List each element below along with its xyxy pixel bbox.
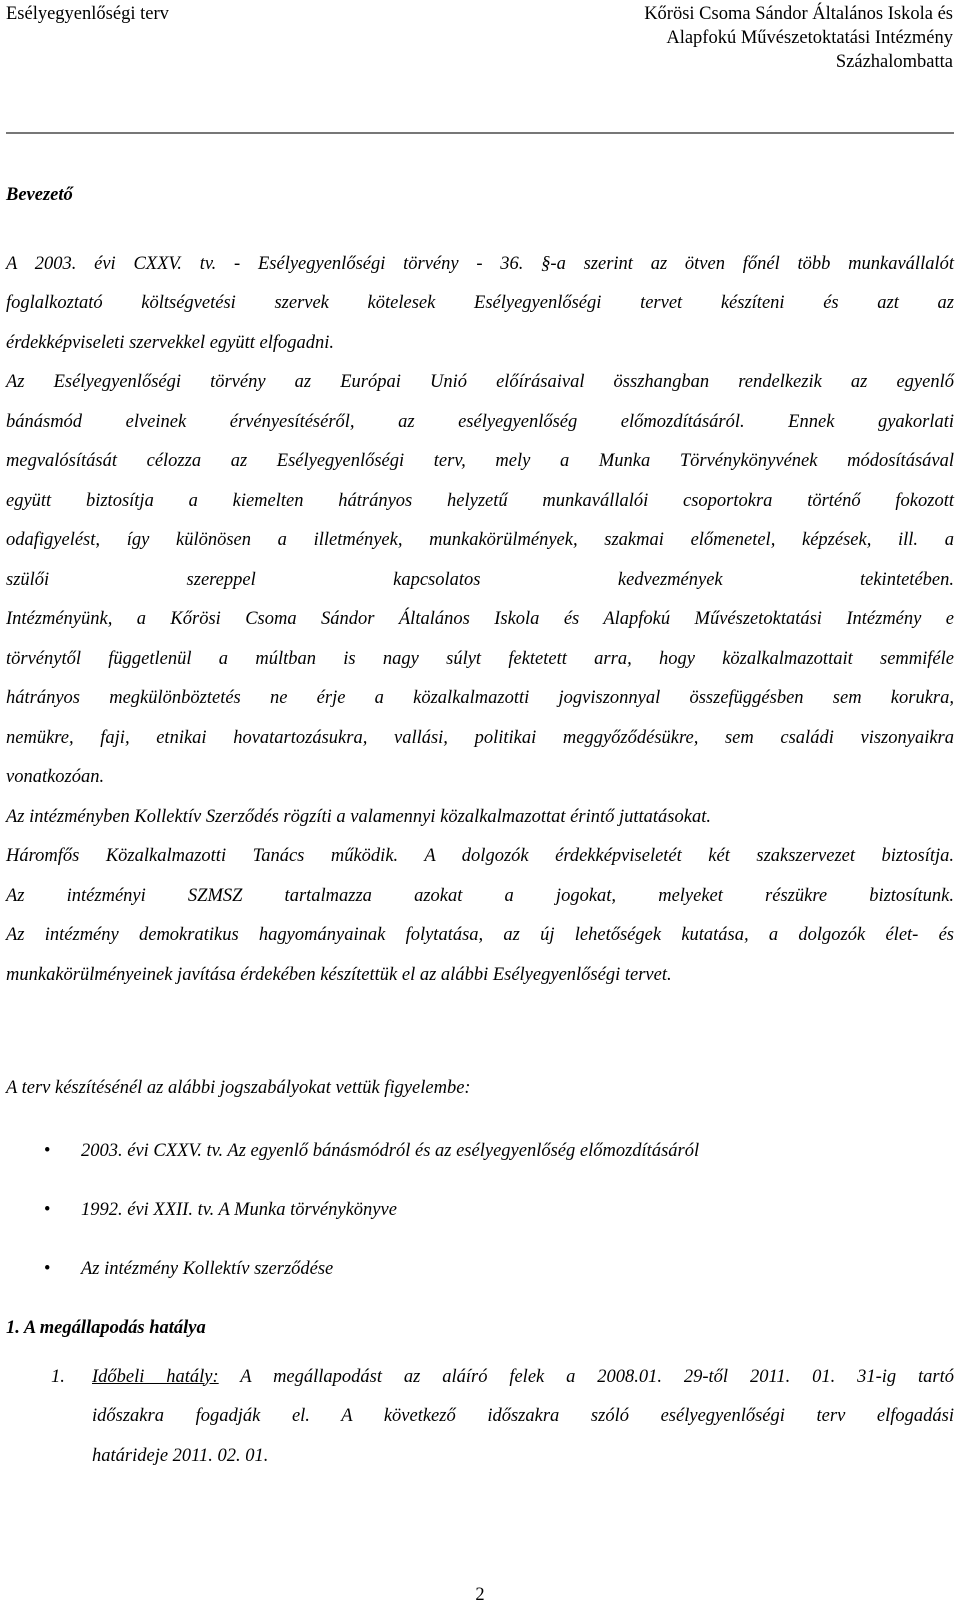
text-line: határideje 2011. 02. 01. xyxy=(92,1445,269,1466)
page-number: 2 xyxy=(475,1585,485,1605)
header-institution-line: Kőrösi Csoma Sándor Általános Iskola és xyxy=(644,4,953,24)
item-text: A megállapodást az aláíró felek a 2008.01. 29-től 2011. 01. 31-ig tartó xyxy=(218,1366,954,1387)
text-line: munkakörülményeinek javítása érdekében készítettük el az alábbi Esélyegyenlőségi tervet. xyxy=(6,964,672,985)
text-line: együtt biztosítja a kiemelten hátrányos helyzetű munkavállalói csoportokra történő fokozott xyxy=(6,490,954,511)
text-line: vonatkozóan. xyxy=(6,767,105,787)
text-line: hátrányos megkülönböztetés ne érje a közalkalmazotti jogviszonnyal összefüggésben sem korukra, xyxy=(6,688,954,708)
section-heading-bevezeto: Bevezető xyxy=(6,185,73,205)
numbered-item-1 xyxy=(6,1358,954,1477)
header-institution-line: Százhalombatta xyxy=(835,52,953,72)
text-line: nemükre, faji, etnikai hovatartozásukra, vallási, politikai meggyőződésükre, sem családi viszonyaikra xyxy=(6,727,954,748)
text-line: törvénytől függetlenül a múltban is nagy súlyt fektetett arra, hogy közalkalmazottait semmiféle xyxy=(6,648,954,669)
list-item xyxy=(6,1240,954,1299)
list-item xyxy=(6,1122,954,1181)
text-line: Az intézményben Kollektív Szerződés rögzíti a valamennyi közalkalmazottat érintő juttatásokat. xyxy=(6,806,711,827)
text-line: Az intézmény demokratikus hagyományainak folytatása, az új lehetőségek kutatása, a dolgozók élet- és xyxy=(6,925,954,945)
list-item-text: Az intézmény Kollektív szerződése xyxy=(81,1258,334,1279)
spacer xyxy=(6,1035,954,1069)
text-line: foglalkoztató költségvetési szervek kötelesek Esélyegyenlőségi tervet készíteni és azt az xyxy=(6,293,954,313)
spacer xyxy=(6,995,954,1035)
text-line: érdekképviseleti szervekkel együtt elfogadni. xyxy=(6,332,335,353)
spacer xyxy=(6,1109,954,1122)
list-item xyxy=(6,1181,954,1240)
header-institution xyxy=(644,2,953,74)
item-number: 1. xyxy=(51,1366,65,1387)
intro-text xyxy=(6,245,954,996)
text-line: Intézményünk, a Kőrösi Csoma Sándor Általános Iskola és Alapfokú Művészetoktatási Intézmény e xyxy=(6,609,954,629)
header-title: Esélyegyenlőségi terv xyxy=(6,4,169,24)
text-line: odafigyelést, így különösen a illetmények, munkakörülmények, szakmai előmenetel, képzések, ill. a xyxy=(6,530,954,550)
laws-list xyxy=(6,1122,954,1299)
text-line: Háromfős Közalkalmazotti Tanács működik. A dolgozók érdekképviseletét két szakszervezet biztosítja. xyxy=(6,846,954,866)
list-item-text: 2003. évi CXXV. tv. Az egyenlő bánásmódról és az esélyegyenlőség előmozdításáról xyxy=(81,1140,700,1161)
section-heading-1: 1. A megállapodás hatálya xyxy=(6,1317,206,1338)
text-line xyxy=(92,1358,954,1398)
text-line: A 2003. évi CXXV. tv. - Esélyegyenlőségi törvény - 36. §-a szerint az ötven főnél több munkavállalót xyxy=(6,253,954,274)
text-line: Az intézményi SZMSZ tartalmazza azokat a jogokat, melyeket részükre biztosítunk. xyxy=(6,885,954,906)
item-label: Időbeli hatály: xyxy=(92,1366,219,1387)
document-body xyxy=(6,176,954,1476)
laws-intro: A terv készítésénél az alábbi jogszabályokat vettük figyelembe: xyxy=(6,1078,471,1098)
text-line: szülői szereppel kapcsolatos kedvezmények tekintetében. xyxy=(6,569,954,590)
header-divider xyxy=(6,132,954,134)
bullet-icon: • xyxy=(44,1199,51,1220)
header-institution-line: Alapfokú Művészetoktatási Intézmény xyxy=(666,28,953,48)
text-line: Az Esélyegyenlőségi törvény az Európai Unió előírásaival összhangban rendelkezik az egyenlő xyxy=(6,372,954,392)
list-item-text: 1992. évi XXII. tv. A Munka törvénykönyve xyxy=(81,1199,397,1220)
bullet-icon: • xyxy=(44,1258,51,1279)
text-line: bánásmód elveinek érvényesítéséről, az esélyegyenlőség előmozdításáról. Ennek gyakorlati xyxy=(6,411,954,432)
text-line: időszakra fogadják el. A következő időszakra szóló esélyegyenlőségi terv elfogadási xyxy=(92,1406,954,1426)
bullet-icon: • xyxy=(44,1140,51,1161)
text-line: megvalósítását célozza az Esélyegyenlőségi terv, mely a Munka Törvénykönyvének módosításával xyxy=(6,451,954,471)
